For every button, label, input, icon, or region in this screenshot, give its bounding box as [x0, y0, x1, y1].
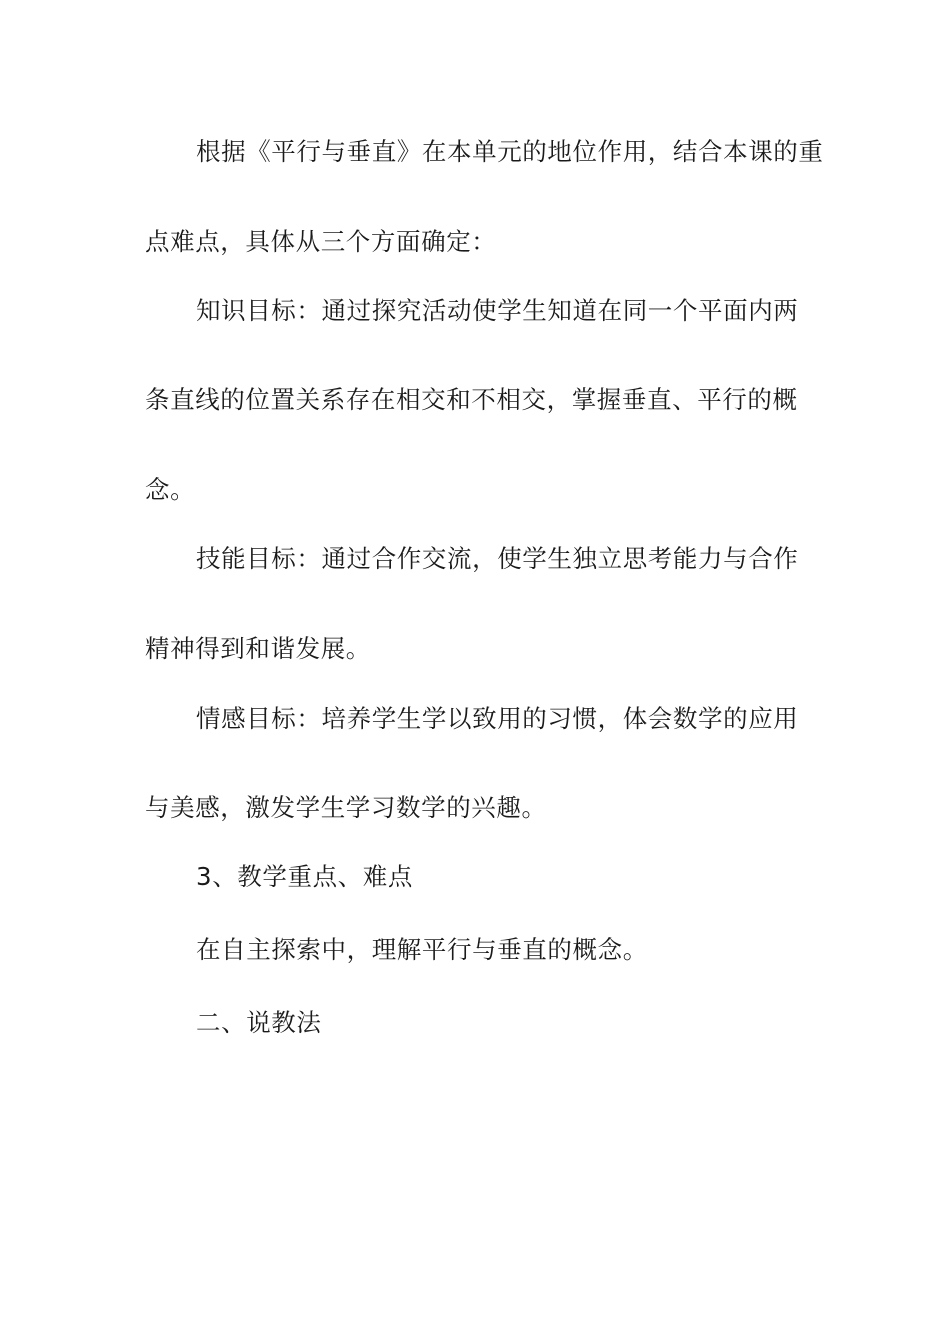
paragraph-line: 情感目标：培养学生学以致用的习惯，体会数学的应用 [196, 704, 799, 733]
paragraph-line: 知识目标：通过探究活动使学生知道在同一个平面内两 [196, 296, 799, 325]
paragraph-line: 根据《平行与垂直》在本单元的地位作用，结合本课的重 [196, 137, 824, 166]
paragraph-line: 念。 [145, 475, 196, 504]
section-heading: 3、教学重点、难点 [196, 862, 413, 891]
paragraph-line: 精神得到和谐发展。 [145, 634, 371, 663]
paragraph-line: 与美感，激发学生学习数学的兴趣。 [145, 793, 547, 822]
paragraph-line: 在自主探索中，理解平行与垂直的概念。 [196, 935, 648, 964]
paragraph-line: 技能目标：通过合作交流，使学生独立思考能力与合作 [196, 544, 799, 573]
paragraph-line: 点难点，具体从三个方面确定： [145, 227, 497, 256]
paragraph-line: 条直线的位置关系存在相交和不相交，掌握垂直、平行的概 [145, 385, 798, 414]
section-heading: 二、说教法 [196, 1008, 322, 1037]
